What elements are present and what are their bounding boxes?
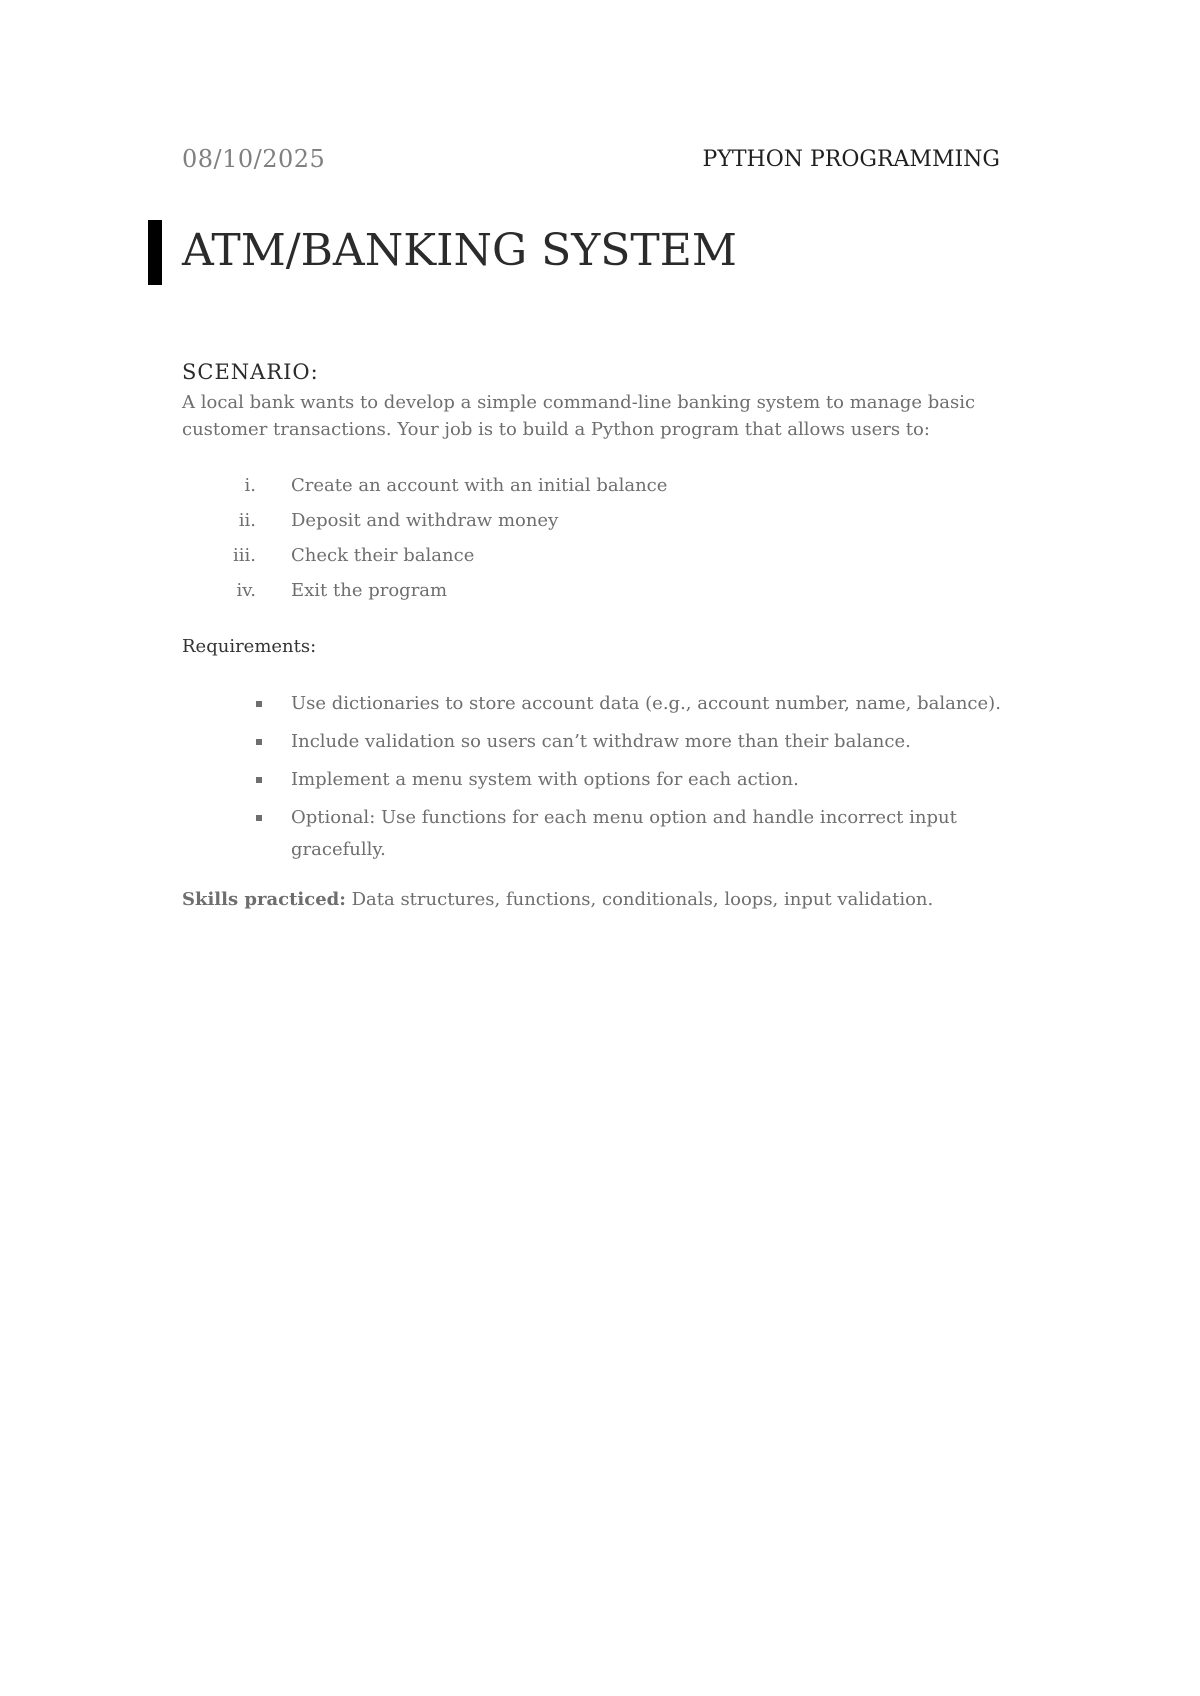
- scenario-heading: SCENARIO:: [182, 360, 319, 384]
- title-accent-bar: [148, 220, 162, 285]
- list-item: [182, 503, 1022, 538]
- list-item: [182, 468, 1022, 503]
- list-text: Check their balance: [291, 545, 475, 566]
- scenario-intro: A local bank wants to develop a simple command-line banking system to manage basic customer transactions. Your job is to build a Python program that allows users to:: [182, 392, 976, 440]
- square-bullet-icon: [256, 815, 262, 821]
- square-bullet-icon: [256, 777, 262, 783]
- list-text: Deposit and withdraw money: [291, 510, 559, 531]
- header-date: 08/10/2025: [182, 145, 326, 173]
- list-item: [182, 538, 1022, 573]
- list-item: [182, 764, 1042, 799]
- list-item: [182, 726, 1042, 761]
- skills-text: Data structures, functions, conditionals, loops, input validation.: [345, 889, 934, 910]
- list-text: Use dictionaries to store account data (e.g., account number, name, balance).: [291, 693, 1001, 714]
- scenario-steps-list: [182, 468, 1022, 608]
- requirements-list: [182, 688, 1042, 869]
- skills-practiced: [182, 886, 1062, 913]
- list-number: ii.: [238, 510, 256, 531]
- list-item: [182, 688, 1042, 723]
- list-number: iii.: [233, 545, 256, 566]
- skills-label: Skills practiced:: [182, 889, 346, 910]
- list-number: i.: [244, 475, 256, 496]
- square-bullet-icon: [256, 701, 262, 707]
- list-text: Create an account with an initial balance: [291, 475, 668, 496]
- square-bullet-icon: [256, 739, 262, 745]
- header-course-title: PYTHON PROGRAMMING: [702, 147, 1000, 172]
- list-number: iv.: [236, 580, 256, 601]
- list-text: Optional: Use functions for each menu option and handle incorrect input gracefully.: [291, 807, 957, 860]
- list-text: Include validation so users can’t withdraw more than their balance.: [291, 731, 911, 752]
- list-item: [182, 802, 1042, 866]
- list-text: Implement a menu system with options for each action.: [291, 769, 799, 790]
- requirements-heading: Requirements:: [182, 636, 317, 657]
- list-item: [182, 573, 1022, 608]
- document-title: ATM/BANKING SYSTEM: [182, 225, 737, 276]
- list-text: Exit the program: [291, 580, 448, 601]
